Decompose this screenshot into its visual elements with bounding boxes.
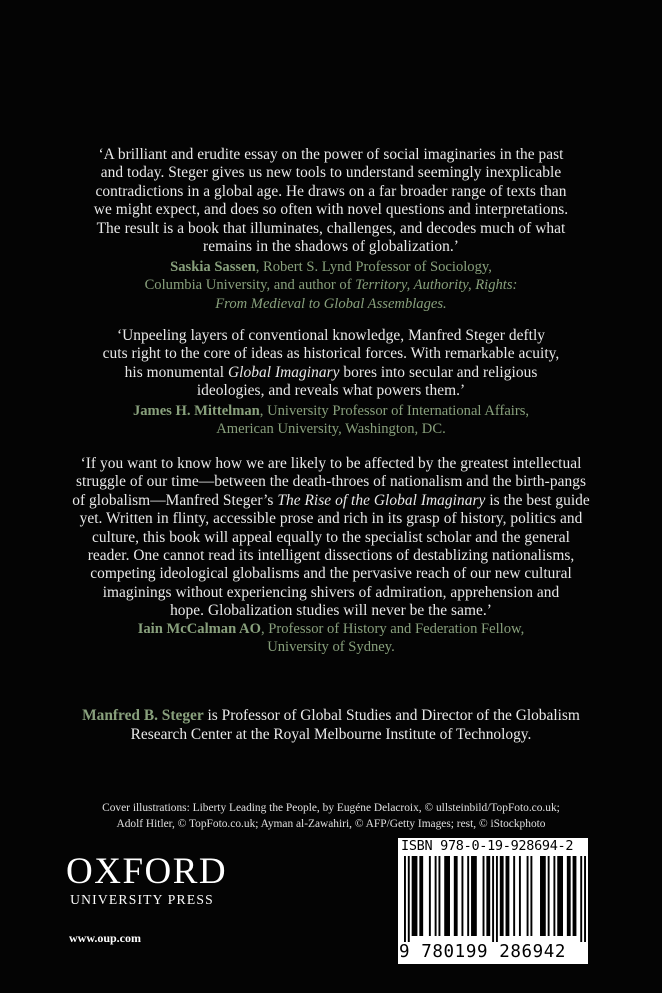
author-bio: Manfred B. Steger is Professor of Global Studies and Director of the Globalism Research Center at the Royal Melbourne Institute of Technology. [82,707,580,743]
quote-line: cuts right to the core of ideas as historical forces. With remarkable acuity, [102,345,560,363]
book-title: Global Imaginary [228,363,340,381]
quote-line: his monumental Global Imaginary bores into secular and religious [124,363,538,381]
barcode-bar [435,856,437,936]
barcode-bar [530,856,532,936]
barcode-bar [506,856,510,936]
barcode-bar [467,856,469,936]
reviewer-title: , Robert S. Lynd Professor of Sociology, [255,259,492,275]
reviewer-title: , University Professor of International Affairs, [259,403,530,419]
quote-line: we might expect, and does so often with novel questions and interpretations. [93,201,569,219]
quote-line: reader. One cannot read its intelligent dissections of destablizing nationalisms, [87,547,575,565]
reviewer-name: Saskia Sassen [170,259,256,275]
review-quote-3 [34,455,628,621]
isbn-text: ISBN 978-0-19-928694-2 [401,838,574,854]
cover-credits [40,800,622,832]
barcode-bar [454,856,458,936]
barcode-bar [567,856,571,936]
barcode-bar [500,856,504,936]
barcode-bar [527,856,529,936]
quote-line: ‘If you want to know how we are likely to be affected by the greatest intellectual [80,455,582,472]
logo-subtitle: UNIVERSITY PRESS [70,892,214,907]
barcode-bar [483,856,485,936]
barcode-bar [412,856,418,936]
barcode-bar [471,856,477,936]
reviewer-affiliation: Columbia University, and author of [144,277,356,294]
book-title: The Rise of the Global Imaginary [277,491,486,509]
quote-line: remains in the shadows of globalization.’ [203,238,459,256]
review-quote-1 [40,146,622,256]
quote-line: competing ideological globalisms and the pervasive reach of our new cultural [90,565,572,583]
quote-line: hope. Globalization studies will never be the same.’ [170,602,492,620]
review-attribution-2 [40,402,622,439]
barcode-bar [444,856,450,936]
barcode-bar [419,856,423,936]
barcode-bar [486,856,490,936]
barcode-digits: 9 780199 286942 [399,942,567,962]
quote-line: and today. Steger gives us new tools to understand seemingly inexplicable [100,164,562,182]
quote-line: of globalism—Manfred Steger’s The Rise of the Global Imaginary is the best guide [72,491,590,509]
barcode-bar [548,856,550,936]
quote-line: imaginings without experiencing shivers of admiration, apprehension and [102,583,560,601]
quote-line: yet. Written in flinty, accessible prose and rich in its grasp of history, politics and [79,510,583,528]
reviewer-name: James H. Mittelman [132,403,260,419]
barcode-bar [408,856,410,942]
barcode-bar [496,856,498,942]
oxford-university-press-logo [66,851,228,908]
barcode-bar [553,856,555,936]
barcode-bar [540,856,546,936]
barcode-bar [519,856,521,936]
reviewer-book-title: Territory, Authority, Rights: [355,277,518,294]
barcode-bar [584,856,586,942]
logo-wordmark: OXFORD [66,851,228,892]
credits-line: Adolf Hitler, © TopFoto.co.uk; Ayman al-Zawahiri, © AFP/Getty Images; rest, © iStockphoto [116,818,546,830]
quote-line: culture, this book will appeal equally to the specialist scholar and the general [92,528,570,546]
quote-line: ‘A brilliant and erudite essay on the power of social imaginaries in the past [98,146,564,163]
credits-line: Cover illustrations: Liberty Leading the People, by Eugéne Delacroix, © ullsteinbild/TopFoto.co.uk; [102,802,560,814]
barcode-icon [404,856,586,942]
barcode-bar [461,856,463,936]
quote-line: contradictions in a global age. He draws on a far broader range of texts than [95,182,567,200]
reviewer-book-title: From Medieval to Global Assemblages. [215,295,447,312]
review-quote-2 [40,327,622,401]
barcode-bar [513,856,515,936]
barcode-bar [438,856,440,936]
reviewer-title: , Professor of History and Federation Fellow, [260,621,525,637]
barcode-bar [429,856,431,936]
author-name: Manfred B. Steger [82,707,204,724]
reviewer-affiliation: American University, Washington, DC. [216,421,446,438]
barcode-bar [492,856,494,942]
barcode-bar [404,856,406,942]
barcode-bar [573,856,577,936]
barcode-bar [580,856,582,942]
barcode-bar [557,856,563,936]
reviewer-name: Iain McCalman AO [137,621,261,637]
quote-line: ‘Unpeeling layers of conventional knowledge, Manfred Steger deftly [116,327,546,344]
review-attribution-3 [40,620,622,657]
review-attribution-1 [40,258,622,313]
quote-line: struggle of our time—between the death-throes of nationalism and the birth-pangs [75,473,587,491]
publisher-url: www.oup.com [69,931,142,945]
reviewer-affiliation: University of Sydney. [267,639,395,656]
quote-line: The result is a book that illuminates, challenges, and decodes much of what [96,219,566,237]
quote-line: ideologies, and reveals what powers them.’ [196,382,466,400]
